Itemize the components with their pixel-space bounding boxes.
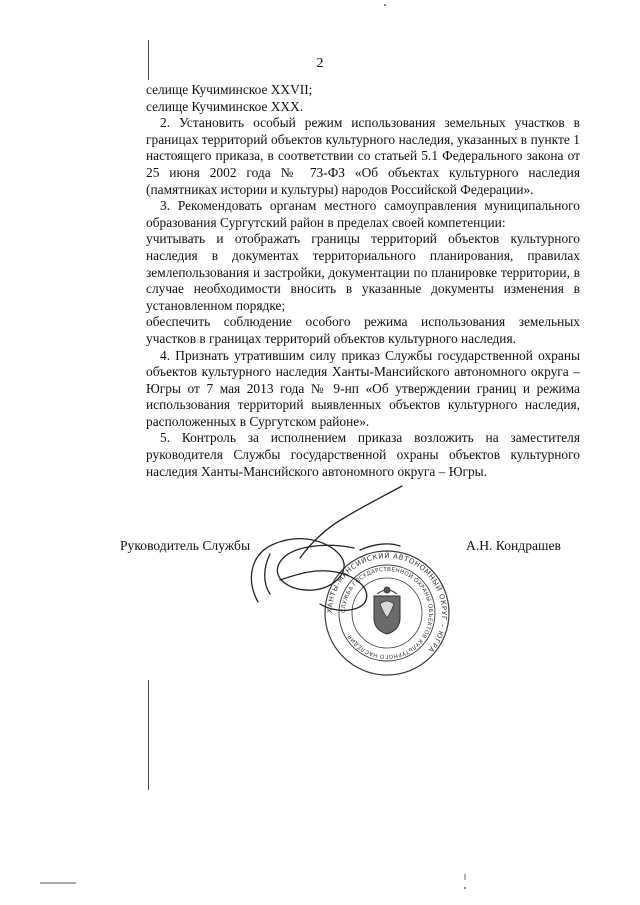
scan-mark-bottom-right (462, 874, 468, 894)
paragraph-item-3a: учитывать и отображать границы территорий объектов культурного наследия в документах территориального планирования, правилах землепользования и застройки, документации по планировке территории, в случае необходимости вносить в указанные документы изменения в установленном порядке; (146, 231, 580, 313)
signatory-name: А.Н. Кондрашев (466, 538, 561, 553)
body-line-2: селище Кучиминское XXX. (146, 98, 304, 114)
margin-line-top (148, 40, 149, 80)
body-line-1: селище Кучиминское XXVII; (146, 82, 313, 97)
signatory-title: Руководитель Службы (120, 538, 251, 553)
paragraph-item-3: 3. Рекомендовать органам местного самоуправления муниципального образования Сургутский район в пределах своей компетенции: (146, 198, 580, 230)
paragraph-item-5: 5. Контроль за исполнением приказа возложить на заместителя руководителя Службы государственной охраны объектов культурного наследия Ханты-Мансийского автономного округа – Югры. (146, 430, 580, 479)
handwritten-signature (240, 484, 410, 634)
seal-outer-text: ХАНТЫ-МАНСИЙСКИЙ АВТОНОМНЫЙ ОКРУГ – ЮГРА (325, 551, 449, 655)
scan-mark-top (382, 2, 388, 8)
paragraph-item-4: 4. Признать утратившим силу приказ Службы государственной охраны объектов культурного наследия Ханты-Мансийского автономного округа – Югры от 7 мая 2013 года № 9-нп «Об утверждении границ и режима использования территорий выявленных объектов культурного наследия, расположенных в Сургутском районе». (146, 347, 580, 429)
paragraph-item-2: 2. Установить особый режим использования земельных участков в границах территорий объектов культурного наследия, указанных в пункте 1 настоящего приказа, в соответствии со статьей 5.1 Федерального закона от 25 июня 2002 года № 73-ФЗ «Об объектах культурного наследия (памятниках истории и культуры) народов Российской Федерации». (146, 115, 580, 197)
scan-mark-bottom-left (40, 880, 80, 886)
document-body (146, 82, 580, 480)
seal-inner-text: СЛУЖБА ГОСУДАРСТВЕННОЙ ОХРАНЫ ОБЪЕКТОВ КУЛЬТУРНОГО НАСЛЕДИЯ (340, 566, 434, 660)
page-number: 2 (316, 56, 324, 71)
margin-line-bottom (148, 680, 149, 790)
paragraph-item-3b: обеспечить соблюдение особого режима использования земельных участков в границах территорий объектов культурного наследия. (146, 314, 580, 346)
